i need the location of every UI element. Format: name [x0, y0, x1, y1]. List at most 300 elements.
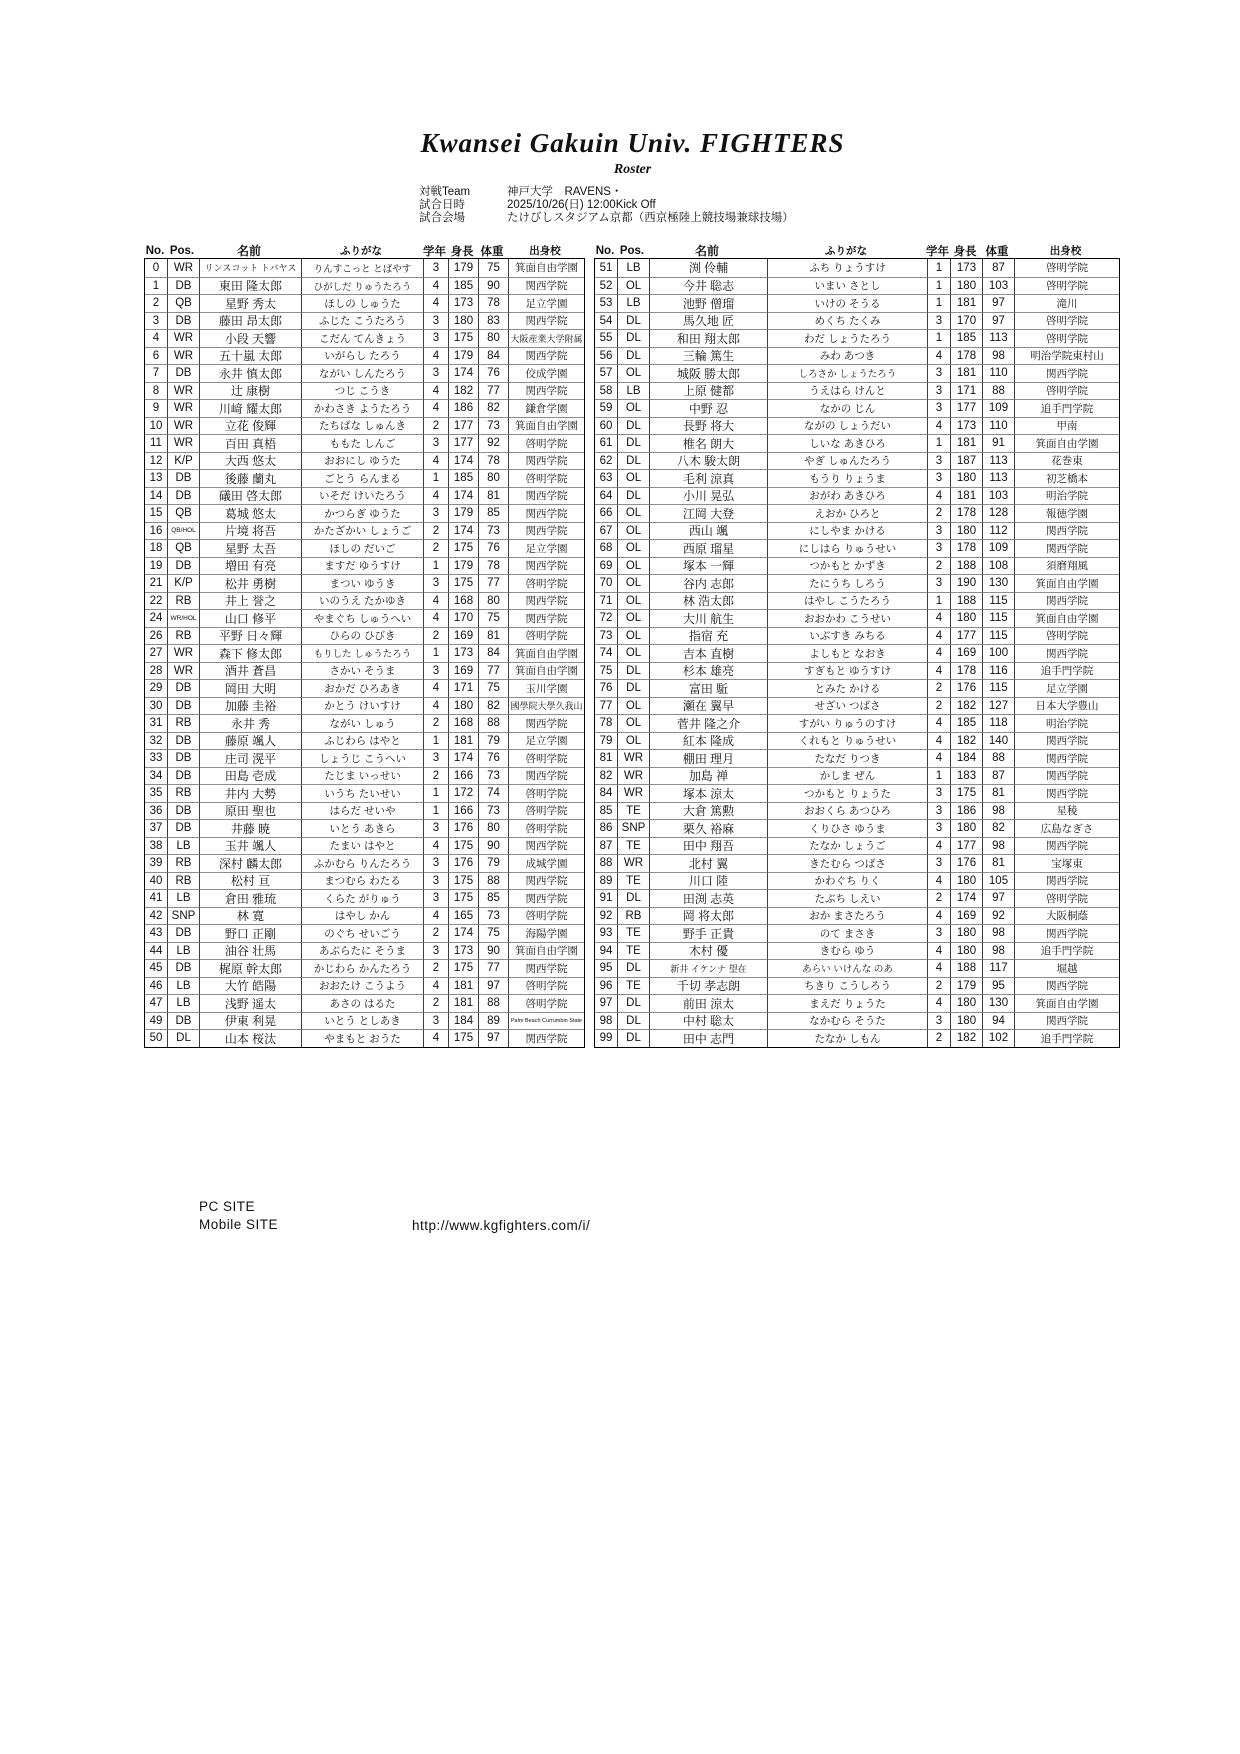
cell-no: 36 [145, 802, 167, 820]
cell-no: 56 [595, 347, 617, 365]
cell-height: 181 [950, 434, 982, 452]
cell-school: 日本大学豊山 [1014, 697, 1119, 715]
cell-year: 4 [927, 417, 950, 435]
roster-row [595, 329, 1119, 347]
cell-furigana: ふじわら はやと [301, 732, 423, 750]
cell-weight: 77 [478, 662, 508, 680]
cell-name: 江岡 大登 [649, 504, 767, 522]
roster-row [145, 627, 584, 645]
cell-furigana: たなか しょうご [767, 837, 927, 855]
cell-school: 啓明学院 [508, 994, 584, 1012]
cell-pos: RB [167, 854, 199, 872]
cell-height: 174 [448, 522, 478, 540]
cell-year: 4 [927, 487, 950, 505]
cell-furigana: のぐち せいごう [301, 924, 423, 942]
cell-pos: DB [167, 732, 199, 750]
cell-pos: TE [617, 924, 649, 942]
cell-weight: 115 [982, 627, 1014, 645]
cell-no: 31 [145, 714, 167, 732]
cell-name: 葛城 悠太 [199, 504, 301, 522]
cell-pos: OL [617, 539, 649, 557]
cell-furigana: なかむら そうた [767, 1012, 927, 1030]
cell-no: 62 [595, 452, 617, 470]
cell-name: 田中 翔吾 [649, 837, 767, 855]
cell-pos: QB [167, 504, 199, 522]
cell-furigana: しろさか しょうたろう [767, 364, 927, 382]
roster-row [595, 399, 1119, 417]
cell-weight: 97 [982, 889, 1014, 907]
cell-name: 五十嵐 太郎 [199, 347, 301, 365]
cell-school: 関西学院 [508, 312, 584, 330]
cell-weight: 81 [982, 784, 1014, 802]
cell-height: 177 [950, 837, 982, 855]
cell-no: 42 [145, 907, 167, 925]
cell-furigana: おおくら あつひろ [767, 802, 927, 820]
cell-no: 26 [145, 627, 167, 645]
column-header-height: 身長 [953, 245, 977, 258]
cell-weight: 81 [478, 627, 508, 645]
cell-height: 188 [950, 557, 982, 575]
cell-no: 19 [145, 557, 167, 575]
cell-name: 北村 翼 [649, 854, 767, 872]
cell-school: 関西学院 [508, 959, 584, 977]
cell-name: 大倉 篤勲 [649, 802, 767, 820]
cell-year: 4 [927, 347, 950, 365]
cell-name: 菅井 隆之介 [649, 714, 767, 732]
cell-name: 油谷 壮馬 [199, 942, 301, 960]
cell-furigana: ながの しょうだい [767, 417, 927, 435]
cell-year: 3 [927, 1012, 950, 1030]
cell-weight: 130 [982, 574, 1014, 592]
cell-height: 169 [950, 644, 982, 662]
roster-row [145, 837, 584, 855]
cell-no: 74 [595, 644, 617, 662]
cell-weight: 92 [478, 434, 508, 452]
cell-school: 啓明学院 [508, 977, 584, 995]
cell-weight: 115 [982, 679, 1014, 697]
cell-furigana: たなか しもん [767, 1029, 927, 1047]
cell-height: 181 [448, 994, 478, 1012]
cell-furigana: たじま いっせい [301, 767, 423, 785]
cell-no: 4 [145, 329, 167, 347]
cell-school: 啓明学院 [1014, 329, 1119, 347]
cell-weight: 88 [478, 872, 508, 890]
cell-year: 3 [927, 364, 950, 382]
cell-pos: LB [617, 259, 649, 277]
cell-name: 上原 健都 [649, 382, 767, 400]
cell-pos: WR [617, 767, 649, 785]
cell-year: 4 [423, 679, 448, 697]
cell-school: 啓明学院 [508, 469, 584, 487]
roster-row [595, 469, 1119, 487]
cell-no: 57 [595, 364, 617, 382]
cell-school: 啓明学院 [508, 784, 584, 802]
cell-height: 180 [950, 924, 982, 942]
cell-pos: OL [617, 697, 649, 715]
cell-furigana: うえはら けんと [767, 382, 927, 400]
cell-name: 谷内 志郎 [649, 574, 767, 592]
cell-year: 3 [927, 522, 950, 540]
cell-height: 169 [448, 627, 478, 645]
cell-weight: 103 [982, 277, 1014, 295]
cell-name: 富田 駈 [649, 679, 767, 697]
cell-year: 2 [927, 504, 950, 522]
cell-year: 3 [423, 819, 448, 837]
cell-weight: 112 [982, 522, 1014, 540]
cell-school: 追手門学院 [1014, 662, 1119, 680]
roster-row [145, 609, 584, 627]
cell-furigana: りんすこっと とばやす [301, 259, 423, 277]
cell-school: 箕面自由学園 [508, 662, 584, 680]
roster-row [595, 347, 1119, 365]
cell-pos: WR [617, 784, 649, 802]
roster-row [145, 714, 584, 732]
cell-school: 関西学院 [1014, 644, 1119, 662]
footer-pc-site-label: PC SITE [199, 1199, 256, 1214]
cell-height: 174 [950, 889, 982, 907]
cell-name: 西原 瑠星 [649, 539, 767, 557]
cell-furigana: ふかむら りんたろう [301, 854, 423, 872]
cell-school: 大阪桐蔭 [1014, 907, 1119, 925]
footer-site-url: http://www.kgfighters.com/i/ [412, 1218, 591, 1233]
cell-no: 60 [595, 417, 617, 435]
cell-pos: LB [167, 837, 199, 855]
cell-no: 47 [145, 994, 167, 1012]
cell-year: 4 [423, 592, 448, 610]
roster-row [145, 889, 584, 907]
roster-row [145, 382, 584, 400]
cell-name: リンスコット トバヤス [199, 259, 301, 277]
cell-weight: 85 [478, 504, 508, 522]
roster-row [145, 977, 584, 995]
cell-height: 166 [448, 767, 478, 785]
opponent-label: 対戦Team [419, 186, 471, 198]
cell-pos: DL [617, 434, 649, 452]
cell-weight: 103 [982, 487, 1014, 505]
cell-pos: WR [617, 749, 649, 767]
cell-furigana: ごとう らんまる [301, 469, 423, 487]
cell-name: 加藤 圭裕 [199, 697, 301, 715]
cell-height: 168 [448, 714, 478, 732]
roster-row [145, 574, 584, 592]
cell-weight: 73 [478, 522, 508, 540]
roster-row [595, 924, 1119, 942]
cell-no: 94 [595, 942, 617, 960]
cell-pos: DB [167, 749, 199, 767]
cell-weight: 73 [478, 802, 508, 820]
roster-row [595, 522, 1119, 540]
cell-furigana: すがい りゅうのすけ [767, 714, 927, 732]
cell-no: 12 [145, 452, 167, 470]
cell-name: 玉井 颯人 [199, 837, 301, 855]
cell-height: 190 [950, 574, 982, 592]
cell-furigana: いけの そうる [767, 294, 927, 312]
cell-height: 178 [950, 504, 982, 522]
cell-year: 2 [927, 557, 950, 575]
roster-row [145, 802, 584, 820]
cell-height: 176 [950, 854, 982, 872]
cell-no: 68 [595, 539, 617, 557]
match-info [419, 186, 794, 226]
cell-weight: 80 [478, 329, 508, 347]
cell-school: 足立学園 [508, 539, 584, 557]
cell-name: 大川 航生 [649, 609, 767, 627]
cell-school: 啓明学院 [508, 434, 584, 452]
cell-no: 33 [145, 749, 167, 767]
cell-school: 海陽学園 [508, 924, 584, 942]
cell-school: 玉川学園 [508, 679, 584, 697]
cell-no: 52 [595, 277, 617, 295]
cell-name: 小川 晃弘 [649, 487, 767, 505]
cell-height: 173 [448, 644, 478, 662]
cell-furigana: いとう としあき [301, 1012, 423, 1030]
cell-no: 54 [595, 312, 617, 330]
roster-row [145, 1029, 584, 1047]
roster-row [145, 679, 584, 697]
cell-name: 松井 勇樹 [199, 574, 301, 592]
roster-row [145, 399, 584, 417]
cell-school: 関西学院 [1014, 1012, 1119, 1030]
cell-year: 2 [423, 994, 448, 1012]
roster-row [595, 837, 1119, 855]
column-header-furigana: ふりがな [825, 245, 867, 257]
cell-school: 箕面自由学園 [508, 259, 584, 277]
cell-height: 178 [950, 539, 982, 557]
cell-no: 7 [145, 364, 167, 382]
cell-weight: 98 [982, 837, 1014, 855]
cell-pos: RB [617, 907, 649, 925]
cell-name: 川口 陸 [649, 872, 767, 890]
cell-no: 29 [145, 679, 167, 697]
cell-no: 91 [595, 889, 617, 907]
cell-year: 4 [927, 662, 950, 680]
cell-no: 70 [595, 574, 617, 592]
column-header-pos: Pos. [169, 244, 195, 257]
roster-row [145, 994, 584, 1012]
cell-year: 2 [927, 977, 950, 995]
cell-height: 176 [950, 679, 982, 697]
cell-year: 2 [927, 679, 950, 697]
cell-name: 小段 天響 [199, 329, 301, 347]
cell-no: 88 [595, 854, 617, 872]
column-header-school: 出身校 [1049, 245, 1082, 257]
cell-school: 明治学院東村山 [1014, 347, 1119, 365]
cell-name: 塚本 涼太 [649, 784, 767, 802]
cell-weight: 89 [478, 1012, 508, 1030]
cell-pos: OL [617, 714, 649, 732]
cell-pos: OL [617, 557, 649, 575]
cell-name: 浅野 遥太 [199, 994, 301, 1012]
cell-school: 関西学院 [508, 592, 584, 610]
roster-row [595, 679, 1119, 697]
cell-no: 13 [145, 469, 167, 487]
cell-pos: DL [617, 452, 649, 470]
cell-pos: DB [167, 487, 199, 505]
cell-height: 174 [448, 749, 478, 767]
cell-weight: 77 [478, 574, 508, 592]
cell-no: 96 [595, 977, 617, 995]
cell-weight: 113 [982, 329, 1014, 347]
cell-pos: WR/HOL [167, 609, 199, 627]
cell-furigana: あぶらたに そうま [301, 942, 423, 960]
cell-year: 1 [423, 557, 448, 575]
cell-pos: DB [167, 1012, 199, 1030]
cell-height: 177 [448, 417, 478, 435]
cell-furigana: おおにし ゆうた [301, 452, 423, 470]
cell-height: 175 [448, 539, 478, 557]
roster-row [145, 592, 584, 610]
cell-weight: 87 [982, 767, 1014, 785]
cell-furigana: つじ こうき [301, 382, 423, 400]
roster-row [145, 469, 584, 487]
cell-height: 181 [448, 977, 478, 995]
cell-no: 43 [145, 924, 167, 942]
cell-furigana: きたむら つばさ [767, 854, 927, 872]
roster-row [595, 994, 1119, 1012]
cell-year: 1 [927, 767, 950, 785]
cell-year: 1 [927, 259, 950, 277]
cell-weight: 79 [478, 732, 508, 750]
cell-name: 塚本 一輝 [649, 557, 767, 575]
cell-school: 箕面自由学園 [508, 644, 584, 662]
roster-table-right [594, 243, 1120, 1048]
cell-school: 堀越 [1014, 959, 1119, 977]
cell-year: 1 [423, 469, 448, 487]
roster-row [595, 854, 1119, 872]
cell-weight: 97 [478, 977, 508, 995]
roster-row [145, 294, 584, 312]
cell-weight: 76 [478, 749, 508, 767]
cell-no: 40 [145, 872, 167, 890]
cell-furigana: わだ しょうたろう [767, 329, 927, 347]
roster-row [595, 749, 1119, 767]
cell-name: 庄司 滉平 [199, 749, 301, 767]
cell-height: 187 [950, 452, 982, 470]
cell-pos: LB [617, 294, 649, 312]
cell-weight: 118 [982, 714, 1014, 732]
cell-no: 0 [152, 261, 160, 274]
cell-name: 原田 聖也 [199, 802, 301, 820]
cell-year: 3 [423, 434, 448, 452]
cell-name: 吉本 直樹 [649, 644, 767, 662]
roster-row [595, 382, 1119, 400]
cell-school: 啓明学院 [508, 907, 584, 925]
cell-year: 4 [927, 872, 950, 890]
cell-name: 川﨑 耀太郎 [199, 399, 301, 417]
cell-furigana: やまぐち しゅうへい [301, 609, 423, 627]
cell-height: 173 [950, 417, 982, 435]
cell-weight: 102 [982, 1029, 1014, 1047]
roster-row [145, 277, 584, 295]
cell-school: 関西学院 [508, 522, 584, 540]
cell-name: 山本 桜汰 [199, 1029, 301, 1047]
roster-row [595, 644, 1119, 662]
cell-school: 滝川 [1014, 294, 1119, 312]
cell-year: 3 [423, 662, 448, 680]
cell-height: 180 [950, 609, 982, 627]
cell-no: 46 [145, 977, 167, 995]
cell-school: 追手門学院 [1014, 1029, 1119, 1047]
cell-height: 185 [950, 714, 982, 732]
cell-year: 3 [927, 469, 950, 487]
cell-year: 3 [927, 452, 950, 470]
cell-weight: 128 [982, 504, 1014, 522]
cell-name: 棚田 理月 [649, 749, 767, 767]
cell-furigana: おがわ あきひろ [767, 487, 927, 505]
cell-height: 173 [950, 259, 982, 277]
cell-height: 174 [448, 487, 478, 505]
cell-weight: 127 [982, 697, 1014, 715]
cell-school: 箕面自由学園 [1014, 434, 1119, 452]
cell-year: 2 [927, 1029, 950, 1047]
cell-year: 2 [423, 959, 448, 977]
cell-height: 179 [448, 347, 478, 365]
roster-row [595, 732, 1119, 750]
match-info-datetime [419, 199, 794, 212]
cell-school: 関西学院 [508, 382, 584, 400]
cell-weight: 94 [982, 1012, 1014, 1030]
cell-name: 増田 有亮 [199, 557, 301, 575]
cell-year: 4 [423, 487, 448, 505]
cell-pos: DL [617, 329, 649, 347]
cell-pos: RB [167, 714, 199, 732]
cell-pos: OL [617, 609, 649, 627]
cell-furigana: たなだ りつき [767, 749, 927, 767]
cell-year: 4 [927, 942, 950, 960]
cell-name: 礒田 啓太郎 [199, 487, 301, 505]
roster-row [595, 434, 1119, 452]
cell-height: 182 [950, 1029, 982, 1047]
roster-row [595, 697, 1119, 715]
cell-no: 3 [145, 312, 167, 330]
cell-furigana: きむら ゆう [767, 942, 927, 960]
cell-year: 1 [423, 784, 448, 802]
cell-weight: 75 [478, 259, 508, 277]
cell-year: 3 [423, 364, 448, 382]
cell-weight: 90 [478, 942, 508, 960]
cell-year: 4 [423, 1029, 448, 1047]
cell-school: 関西学院 [508, 609, 584, 627]
cell-name: 井上 誉之 [199, 592, 301, 610]
cell-school: 啓明学院 [508, 749, 584, 767]
cell-school: 関西学院 [508, 557, 584, 575]
cell-height: 181 [950, 364, 982, 382]
cell-pos: QB/HOL [167, 522, 199, 540]
cell-pos: WR [617, 854, 649, 872]
cell-no: 97 [595, 994, 617, 1012]
cell-name: 田島 壱成 [199, 767, 301, 785]
cell-pos: OL [617, 627, 649, 645]
cell-weight: 110 [982, 417, 1014, 435]
cell-year: 4 [927, 907, 950, 925]
cell-height: 171 [448, 679, 478, 697]
cell-pos: DL [617, 679, 649, 697]
cell-no: 24 [145, 609, 167, 627]
datetime-value: 2025/10/26(日) 12:00Kick Off [507, 199, 656, 212]
opponent-value: 神戸大学 RAVENS・ [507, 186, 623, 198]
cell-weight: 108 [982, 557, 1014, 575]
cell-no: 99 [595, 1029, 617, 1047]
cell-name: 永井 慎太郎 [199, 364, 301, 382]
cell-no: 6 [145, 347, 167, 365]
cell-school: 成城学園 [508, 854, 584, 872]
cell-weight: 79 [478, 854, 508, 872]
roster-row [145, 539, 584, 557]
cell-weight: 73 [478, 417, 508, 435]
cell-furigana: ほしの しゅうた [301, 294, 423, 312]
cell-furigana: いがらし たろう [301, 347, 423, 365]
cell-name: 馬久地 匠 [649, 312, 767, 330]
